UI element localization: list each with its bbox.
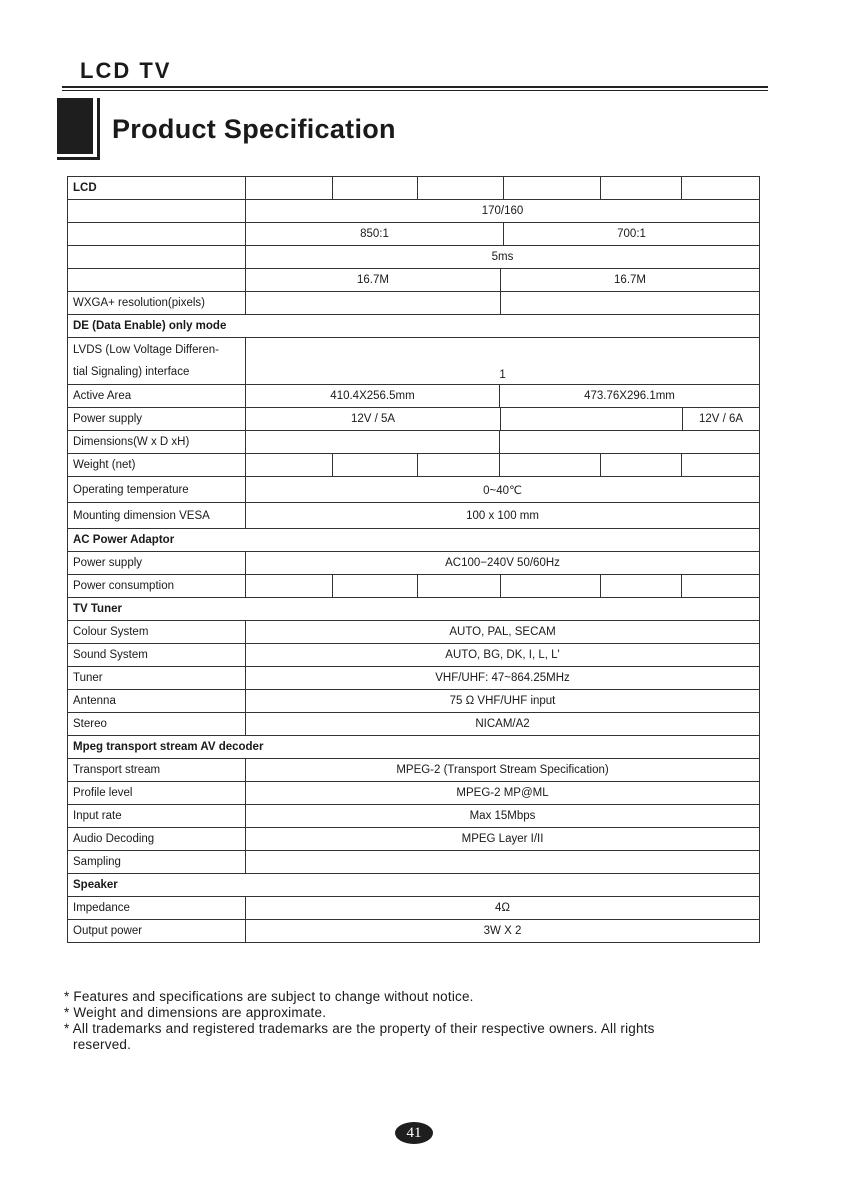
audio-decoding-value: MPEG Layer I/II [246,828,760,851]
colour-system-label: Colour System [68,621,246,644]
table-row [68,690,760,713]
page-number: 41 [395,1122,433,1144]
spec-table [67,176,760,943]
table-row [68,338,760,385]
brightness-value: 170/160 [246,200,760,223]
table-row [68,713,760,736]
profile-level-value: MPEG-2 MP@ML [246,782,760,805]
header-rule-thin [62,90,768,91]
footnotes [64,989,764,1053]
antenna-value: 75 Ω VHF/UHF input [246,690,760,713]
title-block-icon [57,98,101,160]
sound-system-value: AUTO, BG, DK, I, L, L' [246,644,760,667]
section-header-lcd: LCD [68,177,246,200]
colour-system-value: AUTO, PAL, SECAM [246,621,760,644]
table-row [68,477,760,503]
adaptor-power-value: AC100−240V 50/60Hz [246,552,760,575]
footnote-continuation: reserved. [73,1037,132,1052]
section-header-tuner: TV Tuner [68,598,760,621]
table-row [68,269,760,292]
colors-value-b: 16.7M [501,269,760,292]
lvds-value: 1 [246,338,760,385]
table-row [68,736,760,759]
table-row [68,177,760,200]
output-power-value: 3W X 2 [246,920,760,943]
sound-system-label: Sound System [68,644,246,667]
table-row [68,292,760,315]
table-row [68,920,760,943]
page-title: Product Specification [112,114,396,144]
document-label: LCD TV [80,58,172,83]
footnote: * All trademarks and registered trademarks are the property of their respective owners. All rights [64,1021,655,1036]
output-power-label: Output power [68,920,246,943]
mounting-label: Mounting dimension VESA [68,503,246,529]
section-header-adaptor: AC Power Adaptor [68,529,760,552]
power-supply-label: Power supply [68,408,246,431]
table-row [68,782,760,805]
table-row [68,759,760,782]
table-row [68,385,760,408]
impedance-value: 4Ω [246,897,760,920]
section-header-speaker: Speaker [68,874,760,897]
section-header-mpeg: Mpeg transport stream AV decoder [68,736,760,759]
transport-stream-value: MPEG-2 (Transport Stream Specification) [246,759,760,782]
operating-temp-label: Operating temperature [68,477,246,503]
audio-decoding-label: Audio Decoding [68,828,246,851]
tuner-label: Tuner [68,667,246,690]
table-row [68,667,760,690]
lvds-label: LVDS (Low Voltage Differen- tial Signaling) interface [68,338,246,385]
tuner-value: VHF/UHF: 47~864.25MHz [246,667,760,690]
resolution-label: WXGA+ resolution(pixels) [68,292,246,315]
active-area-label: Active Area [68,385,246,408]
weight-label: Weight (net) [68,454,246,477]
active-area-value-b: 473.76X296.1mm [500,385,760,408]
table-row [68,408,760,431]
dimensions-label: Dimensions(W x D xH) [68,431,246,454]
impedance-label: Impedance [68,897,246,920]
response-time-value: 5ms [246,246,760,269]
power-supply-value-b: 12V / 6A [683,408,760,431]
footnote: * Features and specifications are subject to change without notice. [64,989,474,1004]
table-row [68,200,760,223]
sampling-label: Sampling [68,851,246,874]
profile-level-label: Profile level [68,782,246,805]
table-row [68,223,760,246]
operating-temp-value: 0~40℃ [246,477,760,503]
colors-value-a: 16.7M [246,269,501,292]
table-row [68,552,760,575]
contrast-value-a: 850:1 [246,223,504,246]
table-row [68,503,760,529]
table-row [68,897,760,920]
stereo-label: Stereo [68,713,246,736]
input-rate-value: Max 15Mbps [246,805,760,828]
input-rate-label: Input rate [68,805,246,828]
footnote: * Weight and dimensions are approximate. [64,1005,327,1020]
transport-stream-label: Transport stream [68,759,246,782]
power-consumption-label: Power consumption [68,575,246,598]
antenna-label: Antenna [68,690,246,713]
table-row [68,805,760,828]
power-supply-value-a: 12V / 5A [246,408,501,431]
table-row [68,315,760,338]
table-row [68,851,760,874]
stereo-value: NICAM/A2 [246,713,760,736]
table-row [68,246,760,269]
table-row [68,431,760,454]
contrast-value-b: 700:1 [504,223,760,246]
table-row [68,529,760,552]
active-area-value-a: 410.4X256.5mm [246,385,500,408]
table-row [68,644,760,667]
table-row [68,621,760,644]
table-row [68,598,760,621]
header-rule-thick [62,86,768,88]
table-row [68,828,760,851]
mounting-value: 100 x 100 mm [246,503,760,529]
de-mode-label: DE (Data Enable) only mode [68,315,760,338]
adaptor-power-label: Power supply [68,552,246,575]
table-row [68,575,760,598]
table-row [68,454,760,477]
table-row [68,874,760,897]
